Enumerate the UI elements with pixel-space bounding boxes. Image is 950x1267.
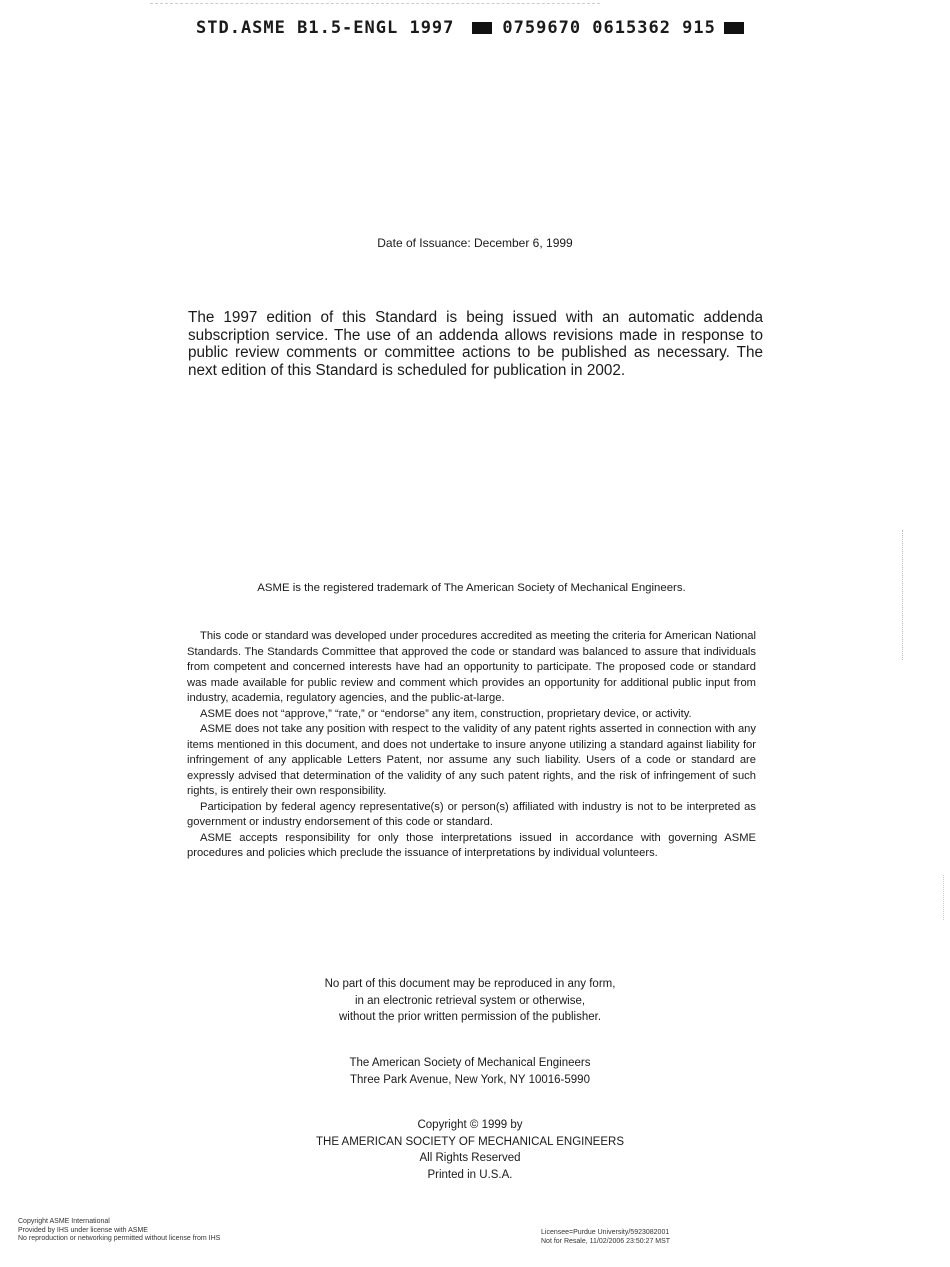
scan-artifact	[150, 3, 600, 4]
reproduction-notice	[0, 976, 940, 1026]
scan-artifact	[943, 875, 946, 920]
copyright-rights: All Rights Reserved	[419, 1152, 521, 1164]
legal-paragraph: ASME does not take any position with respect to the validity of any patent rights asserted in connection with any items mentioned in this document, and does not undertake to insure anyone utilizing a standard against liability for infringement of any applicable Letters Patent, nor assume any such liability. Users of a code or standard are expressly advised that determination of the validity of any such patent rights, and the risk of infringement of such rights, is entirely their own responsibility.	[187, 723, 756, 797]
publisher-address	[0, 1055, 940, 1088]
date-of-issuance: Date of Issuance: December 6, 1999	[377, 236, 573, 250]
footer-line: No reproduction or networking permitted without license from IHS	[18, 1235, 221, 1242]
legal-paragraph: This code or standard was developed under procedures accredited as meeting the criteria for American National Standards. The Standards Committee that approved the code or standard was balanced to assure that individuals from competent and concerned interests have had an opportunity to participate. The proposed code or standard was made available for public review and comment which provides an opportunity for additional public input from industry, academia, regulatory agencies, and the public-at-large.	[187, 630, 756, 704]
footer-line: Provided by IHS under license with ASME	[18, 1226, 148, 1234]
footer-license-left	[18, 1218, 220, 1244]
standard-code: STD.ASME B1.5-ENGL 1997	[196, 18, 455, 38]
copyright-printed: Printed in U.S.A.	[427, 1168, 513, 1181]
reproduction-line: without the prior written permission of the publisher.	[338, 1011, 602, 1023]
legal-paragraph: ASME accepts responsibility for only those interpretations issued in accordance with governing ASME procedures and policies which preclude the issuance of interpretations by individual volunteers.	[187, 831, 756, 859]
footer-license-right	[541, 1229, 670, 1246]
barcode-block-icon	[472, 22, 492, 34]
catalog-code: 0759670 0615362 915	[502, 18, 716, 38]
legal-paragraph: Participation by federal agency representative(s) or person(s) affiliated with industry is not to be interpreted as government or industry endorsement of this code or standard.	[187, 800, 756, 828]
copyright-org: THE AMERICAN SOCIETY OF MECHANICAL ENGINEERS	[316, 1135, 624, 1148]
publisher-street: Three Park Avenue, New York, NY 10016-5990	[350, 1073, 590, 1086]
scan-artifact	[902, 530, 905, 660]
barcode-block-icon	[724, 22, 744, 34]
publisher-name: The American Society of Mechanical Engineers	[349, 1057, 591, 1069]
addenda-notice: The 1997 edition of this Standard is being issued with an automatic addenda subscription service. The use of an addenda allows revisions made in response to public review comments or committee actions to be published as necessary. The next edition of this Standard is scheduled for publication in 2002.	[188, 309, 763, 379]
trademark-notice: ASME is the registered trademark of The American Society of Mechanical Engineers.	[257, 582, 686, 594]
reproduction-line: in an electronic retrieval system or otherwise,	[354, 994, 586, 1007]
copyright-block	[0, 1117, 940, 1183]
footer-line: Licensee=Purdue University/5923082001	[541, 1229, 670, 1236]
footer-line: Not for Resale, 11/02/2006 23:50:27 MST	[541, 1237, 671, 1245]
legal-disclaimer	[187, 629, 756, 862]
legal-paragraph: ASME does not “approve,” “rate,” or “endorse” any item, construction, proprietary device, or activity.	[200, 707, 692, 720]
copyright-line: Copyright © 1999 by	[417, 1119, 523, 1131]
footer-line: Copyright ASME International	[18, 1218, 110, 1225]
reproduction-line: No part of this document may be reproduced in any form,	[324, 978, 616, 990]
document-code-header	[196, 18, 776, 38]
